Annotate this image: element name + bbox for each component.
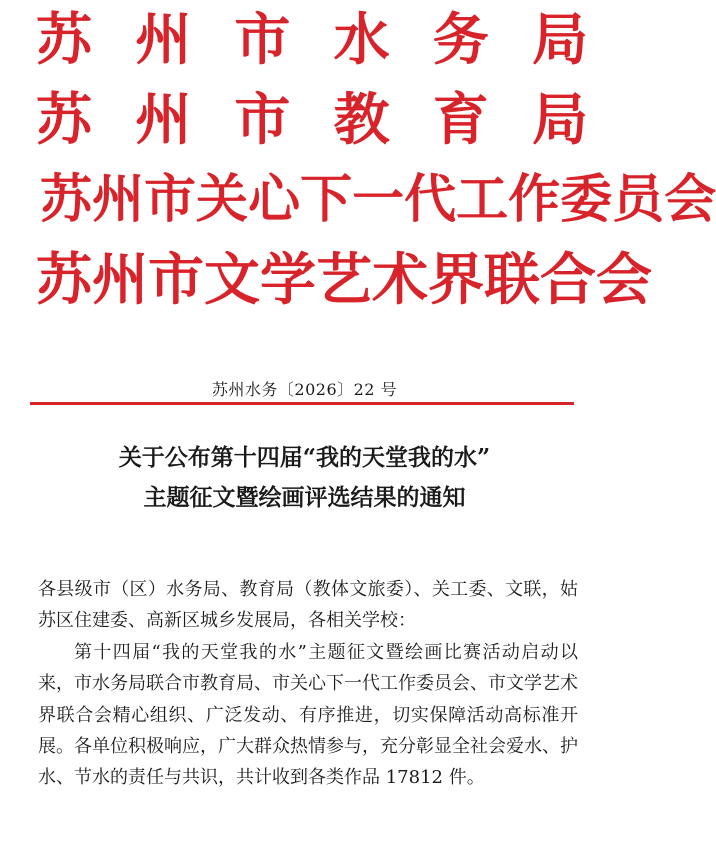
title-line-1: 关于公布第十四届“我的天堂我的水” — [118, 444, 491, 471]
document-number: 苏州水务〔2026〕22 号 — [211, 380, 398, 399]
document-title — [0, 438, 609, 518]
header-line-literature-art-federation: 苏 州 市 文 学 艺 术 界 联 合 会 — [36, 247, 652, 313]
header-line-next-generation-committee: 苏 州 市 关 心 下 一 代 工 作 委 员 会 — [40, 169, 716, 230]
recipients-line: 各县级市（区）水务局、教育局（教体文旅委）、关工委、文联，姑苏区住建委、高新区城乡发展局，各相关学校： — [38, 579, 578, 632]
header-line-education-bureau: 苏 州 市 教 育 局 — [36, 87, 588, 153]
title-line-2: 主题征文暨绘画评选结果的通知 — [143, 484, 466, 511]
header-line-water-bureau: 苏 州 市 水 务 局 — [36, 7, 588, 73]
document-body — [38, 574, 578, 794]
red-separator-line — [30, 402, 574, 405]
body-paragraph: 第十四届“我的天堂我的水”主题征文暨绘画比赛活动启动以来，市水务局联合市教育局、市关心下一代工作委员会、市文学艺术界联合会精心组织、广泛发动、有序推进，切实保障活动高标准开展。各单位积极响应，广大群众热情参与，充分彰显全社会爱水、护水、节水的责任与共识，共计收到各类作品 17812 件。 — [38, 641, 578, 789]
issuing-authorities-header — [10, 0, 716, 320]
